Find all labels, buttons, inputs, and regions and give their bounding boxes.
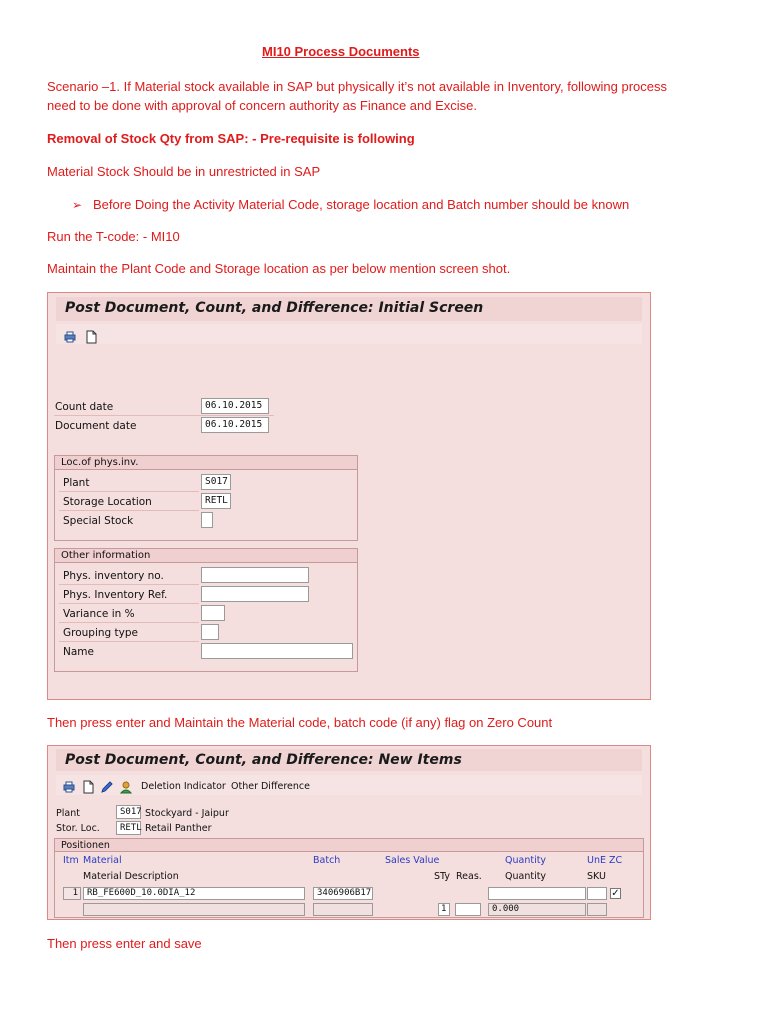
document-title: MI10 Process Documents — [262, 44, 420, 59]
new-document-icon[interactable] — [81, 779, 95, 793]
sap-new-items-screen — [47, 745, 651, 920]
variance-label: Variance in % — [63, 608, 135, 620]
storage-location-label: Stor. Loc. — [56, 823, 100, 834]
pencil-icon[interactable] — [100, 779, 114, 793]
toolbar — [56, 324, 642, 344]
print-icon[interactable] — [63, 329, 77, 343]
col-une: UnE — [587, 855, 606, 866]
grouping-type-label: Grouping type — [63, 627, 138, 639]
count-date-label: Count date — [55, 401, 114, 413]
row1-material-field[interactable]: RB_FE600D_10.0DIA_12 — [83, 887, 305, 900]
name-field[interactable] — [201, 643, 353, 659]
document-date-label: Document date — [55, 420, 137, 432]
row-divider — [59, 510, 199, 511]
scenario-line-1: Scenario –1. If Material stock available in SAP but physically it’s not available in Inventory, following process — [47, 79, 667, 94]
other-information-group — [54, 548, 358, 672]
print-icon[interactable] — [62, 779, 76, 793]
plant-field[interactable]: S017 — [116, 805, 141, 819]
grouping-type-field[interactable] — [201, 624, 219, 640]
then-save-text: Then press enter and save — [47, 936, 202, 951]
tcode-text: Run the T-code: - MI10 — [47, 229, 180, 244]
document-date-field[interactable]: 06.10.2015 — [201, 417, 269, 433]
row1-description-field — [83, 903, 305, 916]
deletion-indicator-button[interactable]: Deletion Indicator — [141, 781, 226, 792]
phys-inventory-ref-label: Phys. Inventory Ref. — [63, 589, 168, 601]
row-divider — [59, 491, 199, 492]
col-quantity-2: Quantity — [505, 871, 547, 882]
plant-label: Plant — [56, 808, 80, 819]
arrow-bullet-icon: ➢ — [72, 198, 83, 212]
row2-stock-type-field[interactable]: 1 — [438, 903, 450, 916]
user-icon[interactable] — [119, 779, 133, 793]
col-itm: Itm — [63, 855, 79, 866]
unrestricted-text: Material Stock Should be in unrestricted in SAP — [47, 164, 321, 179]
row2-batch-field — [313, 903, 373, 916]
count-date-field[interactable]: 06.10.2015 — [201, 398, 269, 414]
sap-initial-screen — [47, 292, 651, 700]
col-zc: ZC — [609, 855, 623, 866]
col-batch: Batch — [313, 855, 341, 866]
col-material: Material — [83, 855, 122, 866]
storage-location-label: Storage Location — [63, 496, 152, 508]
screen-title: Post Document, Count, and Difference: Initial Screen — [65, 300, 484, 316]
other-difference-button[interactable]: Other Difference — [231, 781, 310, 792]
variance-field[interactable] — [201, 605, 225, 621]
special-stock-field[interactable] — [201, 512, 213, 528]
positionen-header: Positionen — [55, 839, 643, 852]
location-group — [54, 455, 358, 541]
removal-heading: Removal of Stock Qty from SAP: - Pre-requisite is following — [47, 131, 415, 146]
col-sty: STy — [434, 871, 450, 882]
row-divider — [59, 641, 199, 642]
row2-sku-field — [587, 903, 607, 916]
storage-location-field[interactable]: RETL — [116, 821, 141, 835]
row2-reason-field[interactable] — [455, 903, 481, 916]
row1-item-number: 1 — [63, 887, 81, 900]
scenario-line-2: need to be done with approval of concern authority as Finance and Excise. — [47, 98, 477, 113]
phys-inventory-no-field[interactable] — [201, 567, 309, 583]
plant-label: Plant — [63, 477, 90, 489]
row1-batch-field[interactable]: 3406906B17 — [313, 887, 373, 900]
row1-quantity-field[interactable] — [488, 887, 586, 900]
col-quantity: Quantity — [505, 855, 547, 866]
row1-zero-count-checkbox[interactable]: ✓ — [611, 888, 620, 899]
maintain-text: Maintain the Plant Code and Storage location as per below mention screen shot. — [47, 261, 511, 276]
location-group-header: Loc.of phys.inv. — [55, 456, 357, 470]
bullet-text: Before Doing the Activity Material Code, storage location and Batch number should be known — [93, 197, 630, 212]
row-divider — [59, 622, 199, 623]
storage-location-field[interactable]: RETL — [201, 493, 231, 509]
phys-inventory-no-label: Phys. inventory no. — [63, 570, 164, 582]
storage-location-description: Retail Panther — [145, 823, 212, 834]
row-divider — [54, 415, 274, 416]
new-document-icon[interactable] — [84, 329, 98, 343]
row2-quantity-field: 0.000 — [488, 903, 586, 916]
plant-description: Stockyard - Jaipur — [145, 808, 229, 819]
row1-unit-field[interactable] — [587, 887, 607, 900]
screen-title: Post Document, Count, and Difference: New Items — [65, 752, 462, 768]
special-stock-label: Special Stock — [63, 515, 134, 527]
then-enter-text: Then press enter and Maintain the Material code, batch code (if any) flag on Zero Count — [47, 715, 553, 730]
row-divider — [59, 603, 199, 604]
col-sales-value: Sales Value — [385, 855, 440, 866]
col-sku: SKU — [587, 871, 606, 882]
col-material-description: Material Description — [83, 871, 179, 882]
name-label: Name — [63, 646, 94, 658]
col-reas: Reas. — [456, 871, 482, 882]
other-information-header: Other information — [55, 549, 357, 563]
items-table — [54, 838, 644, 918]
row-divider — [59, 584, 199, 585]
phys-inventory-ref-field[interactable] — [201, 586, 309, 602]
plant-field[interactable]: S017 — [201, 474, 231, 490]
